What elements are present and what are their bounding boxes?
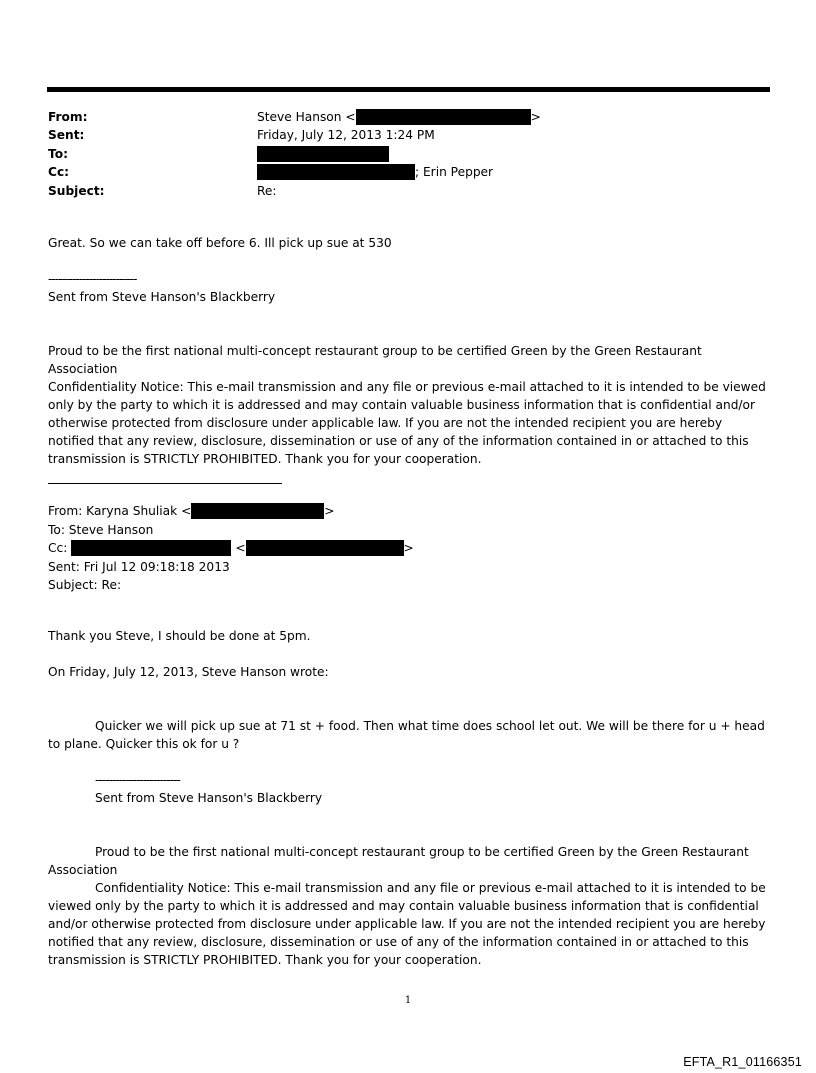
header-to-row (48, 145, 770, 163)
header-cc-row (48, 163, 770, 181)
header-subject-row (48, 182, 770, 200)
redaction-box (71, 540, 231, 556)
green-statement: Proud to be the first national multi-concept restaurant group to be certified Green by the Green Restaurant Association (48, 344, 702, 376)
confidentiality-notice: Confidentiality Notice: This e-mail transmission and any file or previous e-mail attached to it is intended to be viewed only by the party to which it is addressed and may contain valuable business information that is confidential and/or otherwise protected from disclosure under applicable law. If you are not the intended recipient you are hereby notified that any review, disclosure, dissemination or use of any of the information contained in or attached to this transmission is STRICTLY PROHIBITED. Thank you for your cooperation. (48, 380, 766, 466)
subject-value: Re: (257, 183, 277, 198)
reply-disclaimer (48, 342, 770, 468)
nested-confidentiality-notice: Confidentiality Notice: This e-mail transmission and any file or previous e-mail attached to it is intended to be viewed only by the party to which it is addressed and may contain valuable business information that is confidential and/or otherwise protected from disclosure under applicable law. If you are not the intended recipient you are hereby notified that any review, disclosure, dissemination or use of any of the information contained in or attached to this transmission is STRICTLY PROHIBITED. Thank you for your cooperation. (48, 881, 766, 967)
cc-rest: ; Erin Pepper (415, 165, 494, 180)
sent-label: Sent: (48, 128, 85, 143)
redaction-box (356, 109, 531, 125)
from-label: From: (48, 110, 88, 124)
email-header (48, 108, 770, 200)
redaction-box (257, 164, 415, 180)
nested-green-statement: Proud to be the first national multi-concept restaurant group to be certified Green by the Green Restaurant Association (48, 845, 749, 877)
header-from-row (48, 108, 770, 126)
quoted-from: From: Karyna Shuliak < (48, 504, 192, 518)
nested-disclaimer (48, 843, 770, 969)
quoted-from-close: > (324, 504, 335, 518)
from-value (257, 108, 541, 126)
subject-label: Subject: (48, 183, 105, 198)
quoted-header (48, 502, 770, 595)
redaction-box (257, 146, 389, 162)
to-value (257, 145, 389, 163)
reply-signature: Sent from Steve Hanson's Blackberry (48, 290, 276, 304)
reply-separator: -------------------------- (48, 272, 137, 286)
quoted-subject-row: Subject: Re: (48, 578, 122, 592)
nested-body: Quicker we will pick up sue at 71 st + food. Then what time does school let out. We will be there for u + head to plane. Quicker this ok for u ? (48, 719, 765, 751)
page-number: 1 (404, 995, 412, 1006)
cc-label: Cc: (48, 165, 70, 180)
from-close: > (530, 110, 541, 124)
quoted-cc-row (48, 539, 770, 558)
reply-body: Great. So we can take off before 6. Ill pick up sue at 530 (48, 236, 392, 250)
redaction-box (246, 540, 404, 556)
quoted-wrote-line: On Friday, July 12, 2013, Steve Hanson wrote: (48, 665, 329, 679)
quoted-from-row (48, 502, 770, 521)
quoted-body: Thank you Steve, I should be done at 5pm. (48, 629, 311, 643)
quoted-sent-row: Sent: Fri Jul 12 09:18:18 2013 (48, 559, 230, 574)
quoted-to-row: To: Steve Hanson (48, 522, 154, 537)
nested-separator: ------------------------- (95, 773, 180, 787)
quoted-cc-label: Cc: (48, 541, 68, 555)
from-name: Steve Hanson < (257, 110, 356, 124)
header-sent-row (48, 126, 770, 144)
document-id: EFTA_R1_01166351 (683, 1055, 802, 1069)
sent-value: Friday, July 12, 2013 1:24 PM (257, 128, 435, 143)
to-label: To: (48, 146, 68, 161)
cc-value (257, 163, 493, 181)
redaction-box (191, 503, 324, 519)
quoted-cc-open: < (235, 541, 246, 555)
quoted-cc-close: > (403, 541, 414, 555)
quote-divider (48, 483, 282, 484)
top-rule (47, 87, 770, 92)
nested-signature: Sent from Steve Hanson's Blackberry (95, 791, 323, 805)
